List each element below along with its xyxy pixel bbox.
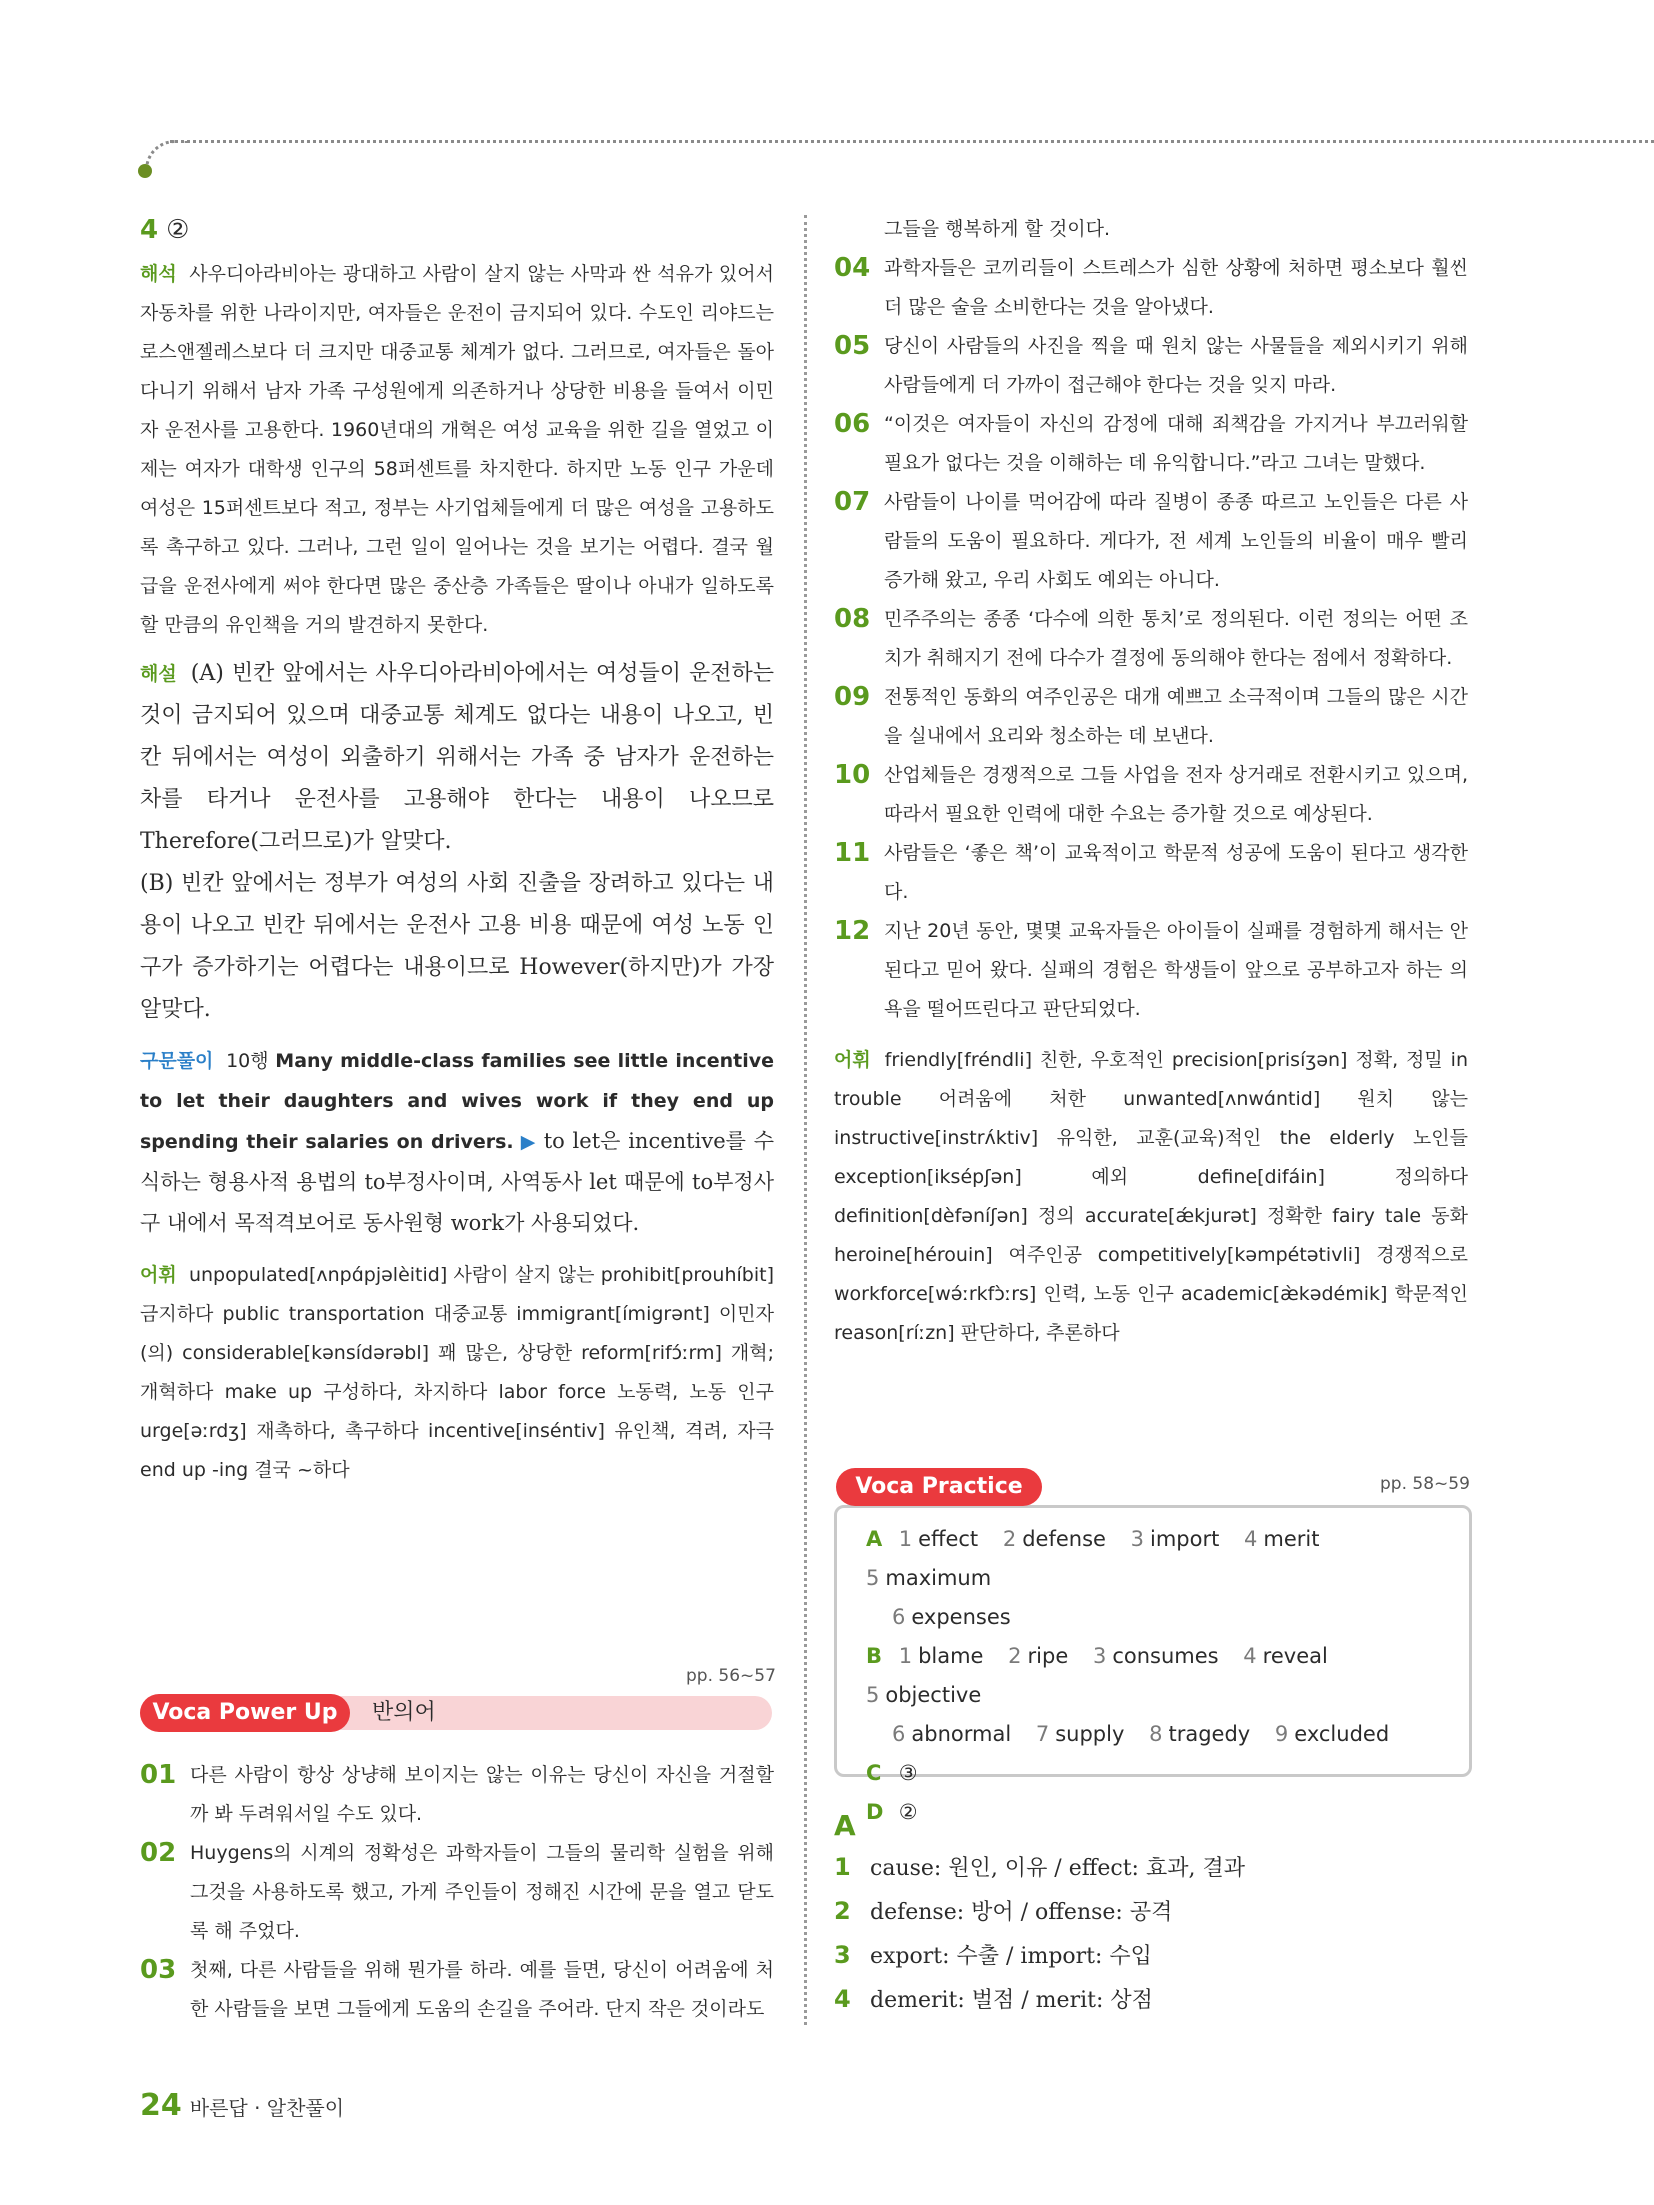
practice-label-d: D [866, 1800, 884, 1824]
list-item [834, 600, 1468, 678]
practice-value-c: ③ [898, 1761, 918, 1785]
item-number: 03 [140, 1955, 177, 1985]
practice-row-a-cont [866, 1598, 1456, 1637]
section-title: 반의어 [372, 1700, 436, 1725]
practice-pages: pp. 58~59 [1380, 1474, 1470, 1494]
practice-label-b: B [866, 1644, 883, 1668]
vocab-text-left: unpopulated[ʌnpɑ́pjəlèitid] 사람이 살지 않는 prohibit[prouhíbit] 금지하다 public transportation 대중교통 immigrant[ímigrənt] 이민자(의) considerable[kənsídərəbl] 꽤 많은, 상당한 reform[rifɔ́ːrm] 개혁; 개혁하다 make up 구성하다, 차지하다 labor force 노동력, 노동 인구 urge[əːrdʒ] 재촉하다, 촉구하다 incentive[inséntiv] 유인책, 격려, 자극 end up -ing 결국 ~하다 [140, 1264, 774, 1481]
list-item [140, 1951, 774, 2029]
syntax-label: 구문풀이 [140, 1050, 214, 1072]
row-number: 1 [834, 1853, 851, 1881]
syntax-note: to let은 incentive를 수식하는 형용사적 용법의 to부정사이며, 사역동사 let 때문에 to부정사구 내에서 목적격보어로 동사원형 work가 사용되었다. [140, 1129, 774, 1235]
item-number: 10 [834, 760, 871, 790]
answer-a-row [834, 1846, 1468, 1890]
item-text: 다른 사람이 항상 상냥해 보이지는 않는 이유는 당신이 자신을 거절할까 봐 두려워서일 수도 있다. [190, 1764, 774, 1825]
practice-value-d: ② [898, 1800, 918, 1824]
explanation-paragraph-b [140, 863, 774, 1031]
item-number: 02 [140, 1838, 177, 1868]
row-text: demerit: 벌점 / merit: 상점 [870, 1988, 1153, 2013]
section-pages: pp. 56~57 [686, 1666, 776, 1686]
item-text: 당신이 사람들의 사진을 찍을 때 원치 않는 사물들을 제외시키기 위해 사람들에게 더 가까이 접근해야 한다는 것을 잊지 마라. [884, 335, 1468, 396]
vocab-label-left: 어휘 [140, 1264, 177, 1286]
left-column [140, 215, 774, 1490]
answer-word: tragedy [1168, 1722, 1251, 1746]
header-dotted-line [170, 140, 1654, 143]
syntax-sentence: Many middle-class families see little incentive to let their daughters and wives work if they end up spending their salaries on drivers. [140, 1050, 774, 1153]
answer-a-section [834, 1806, 1468, 2022]
item-number: 06 [834, 409, 871, 439]
column-divider [804, 215, 807, 2025]
answer-num: 9 [1274, 1722, 1289, 1746]
row-text: defense: 방어 / offense: 공격 [870, 1900, 1173, 1925]
right-column [834, 210, 1468, 1353]
answer-num: 6 [892, 1605, 906, 1629]
explanation-text-a: (A) 빈칸 앞에서는 사우디아라비아에서는 여성들이 운전하는 것이 금지되어 있으며 대중교통 체계도 없다는 내용이 나오고, 빈칸 뒤에서는 여성이 외출하기 위해서는 가족 중 남자가 운전하는 차를 타거나 운전사를 고용해야 한다는 내용이 나오므로 Therefore(그러므로)가 알맞다. [140, 661, 774, 854]
answer-word: import [1150, 1527, 1220, 1551]
answer-num: 5 [866, 1683, 880, 1707]
item-number: 09 [834, 682, 871, 712]
vocab-paragraph-right [834, 1041, 1468, 1353]
list-item [834, 834, 1468, 912]
list-item [834, 483, 1468, 600]
row-number: 3 [834, 1941, 851, 1969]
row-text: export: 수출 / import: 수입 [870, 1944, 1152, 1969]
list-item [140, 1756, 774, 1834]
answer-word: abnormal [911, 1722, 1012, 1746]
item-number: 07 [834, 487, 871, 517]
answer-num: 4 [1243, 1644, 1257, 1668]
practice-row-b-cont [866, 1715, 1456, 1754]
practice-row-c [866, 1754, 1456, 1793]
answer-word: objective [885, 1683, 982, 1707]
answer-heading [140, 215, 774, 245]
answer-num: 1 [898, 1644, 913, 1668]
item-number: 01 [140, 1760, 177, 1790]
list-item [834, 405, 1468, 483]
answer-number: 4 [140, 215, 159, 245]
item-text: 민주주의는 종종 ‘다수에 의한 통치’로 정의된다. 이런 정의는 어떤 조치가 취해지기 전에 다수가 결정에 동의해야 한다는 점에서 정확하다. [884, 608, 1468, 669]
item-text: Huygens의 시계의 정확성은 과학자들이 그들의 물리학 실험을 위해 그것을 사용하도록 했고, 가게 주인들이 정해진 시간에 문을 열고 닫도록 해 주었다. [190, 1842, 774, 1942]
vocab-text-right: friendly[fréndli] 친한, 우호적인 precision[prisíʒən] 정확, 정밀 in trouble 어려움에 처한 unwanted[ʌnwɑ́ntid] 원치 않는 instructive[instrʌ́ktiv] 유익한, 교훈(교육)적인 the elderly 노인들 exception[iksépʃən] 예외 define[difáin] 정의하다 definition[dèfəníʃən] 정의 accurate[ǽkjurət] 정확한 fairy tale 동화 heroine[hérouin] 여주인공 competitively[kəmpétətivli] 경쟁적으로 workforce[wə́ːrkfɔ̀ːrs] 인력, 노동 인구 academic[æ̀kədémik] 학문적인 reason[ríːzn] 판단하다, 추론하다 [834, 1049, 1468, 1344]
left-numbered-list [140, 1756, 774, 2029]
item-text: 사람들은 ‘좋은 책’이 교육적이고 학문적 성공에 도움이 된다고 생각한다. [884, 842, 1468, 903]
answer-word: merit [1263, 1527, 1320, 1551]
answer-word: ripe [1027, 1644, 1069, 1668]
item-number: 12 [834, 916, 871, 946]
list-item [834, 249, 1468, 327]
explanation-label: 해설 [140, 663, 177, 685]
book-title: 바른답 · 알찬풀이 [189, 2096, 345, 2120]
practice-row-a [866, 1520, 1456, 1598]
item-number: 05 [834, 331, 871, 361]
answer-word: expenses [911, 1605, 1011, 1629]
item-number: 08 [834, 604, 871, 634]
answer-num: 5 [866, 1566, 880, 1590]
header-dot [138, 164, 152, 178]
answer-num: 3 [1130, 1527, 1145, 1551]
row-number: 2 [834, 1897, 851, 1925]
explanation-text-b: (B) 빈칸 앞에서는 정부가 여성의 사회 진출을 장려하고 있다는 내용이 나오고 빈칸 뒤에서는 운전사 고용 비용 때문에 여성 노동 인구가 증가하기는 어렵다는 내용이므로 However(하지만)가 가장 알맞다. [140, 871, 774, 1022]
answer-num: 7 [1035, 1722, 1050, 1746]
answer-word: supply [1055, 1722, 1125, 1746]
answer-word: consumes [1112, 1644, 1219, 1668]
voca-power-up-pill: Voca Power Up [140, 1694, 350, 1732]
answer-word: reveal [1262, 1644, 1328, 1668]
page-footer [140, 2088, 344, 2123]
answer-a-row [834, 1978, 1468, 2022]
voca-practice-answers [866, 1520, 1456, 1832]
explanation-paragraph-a [140, 653, 774, 863]
voca-power-up-header [140, 1690, 774, 1730]
vocab-paragraph-left [140, 1256, 774, 1490]
answer-num: 8 [1149, 1722, 1163, 1746]
page-number: 24 [140, 2088, 182, 2123]
answer-word: excluded [1294, 1722, 1390, 1746]
syntax-line: 10행 [226, 1050, 269, 1072]
right-numbered-list [834, 249, 1468, 1029]
item-text: “이것은 여자들이 자신의 감정에 대해 죄책감을 가지거나 부끄러워할 필요가 없다는 것을 이해하는 데 유익합니다.”라고 그녀는 말했다. [884, 413, 1468, 474]
item-text: 산업체들은 경쟁적으로 그들 사업을 전자 상거래로 전환시키고 있으며, 따라서 필요한 인력에 대한 수요는 증가할 것으로 예상된다. [884, 764, 1468, 825]
voca-practice-pill: Voca Practice [836, 1468, 1042, 1506]
list-item [834, 912, 1468, 1029]
item-text: 전통적인 동화의 여주인공은 대개 예쁘고 소극적이며 그들의 많은 시간을 실내에서 요리와 청소하는 데 보낸다. [884, 686, 1468, 747]
practice-label-c: C [866, 1761, 882, 1785]
translation-paragraph [140, 255, 774, 645]
practice-row-b [866, 1637, 1456, 1715]
practice-label-a: A [866, 1527, 883, 1551]
list-item [140, 1834, 774, 1951]
item-text: 첫째, 다른 사람들을 위해 뭔가를 하라. 예를 들면, 당신이 어려움에 처한 사람들을 보면 그들에게 도움의 손길을 주어라. 단지 작은 것이라도 [190, 1959, 774, 2020]
item-text: 지난 20년 동안, 몇몇 교육자들은 아이들이 실패를 경험하게 해서는 안 된다고 믿어 왔다. 실패의 경험은 학생들이 앞으로 공부하고자 하는 의욕을 떨어뜨린다고 판단되었다. [884, 920, 1468, 1020]
answer-word: maximum [885, 1566, 992, 1590]
continuation-text: 그들을 행복하게 할 것이다. [884, 218, 1111, 240]
translation-text: 사우디아라비아는 광대하고 사람이 살지 않는 사막과 싼 석유가 있어서 자동차를 위한 나라이지만, 여자들은 운전이 금지되어 있다. 수도인 리야드는 로스앤젤레스보다 더 크지만 대중교통 체계가 없다. 그러므로, 여자들은 돌아다니기 위해서 남자 가족 구성원에게 의존하거나 상당한 비용을 들여서 이민자 운전사를 고용한다. 1960년대의 개혁은 여성 교육을 위한 길을 열었고 이제는 여자가 대학생 인구의 58퍼센트를 차지한다. 하지만 노동 인구 가운데 여성은 15퍼센트보다 적고, 정부는 사기업체들에게 더 많은 여성을 고용하도록 촉구하고 있다. 그러나, 그런 일이 일어나는 것을 보기는 어렵다. 결국 월급을 운전사에게 써야 한다면 많은 중산층 가족들은 딸이나 아내가 일하도록 할 만큼의 유인책을 거의 발견하지 못한다. [140, 263, 774, 636]
row-number: 4 [834, 1985, 851, 2013]
answer-a-label: A [834, 1809, 856, 1842]
arrow-icon: ▶ [520, 1131, 537, 1153]
answer-num: 4 [1244, 1527, 1258, 1551]
answer-num: 3 [1092, 1644, 1107, 1668]
syntax-paragraph [140, 1041, 774, 1244]
answer-num: 2 [1002, 1527, 1017, 1551]
answer-num: 1 [898, 1527, 913, 1551]
translation-label: 해석 [140, 263, 177, 285]
answer-word: defense [1022, 1527, 1106, 1551]
row-text: cause: 원인, 이유 / effect: 효과, 결과 [870, 1856, 1245, 1881]
answer-word: blame [918, 1644, 984, 1668]
item-text: 사람들이 나이를 먹어감에 따라 질병이 종종 따르고 노인들은 다른 사람들의 도움이 필요하다. 게다가, 전 세계 노인들의 비율이 매우 빨리 증가해 왔고, 우리 사회도 예외는 아니다. [884, 491, 1468, 591]
list-item [834, 756, 1468, 834]
answer-num: 2 [1008, 1644, 1022, 1668]
item-number: 11 [834, 838, 871, 868]
answer-choice: ② [166, 215, 190, 245]
answer-num: 6 [892, 1722, 906, 1746]
answer-word: effect [918, 1527, 979, 1551]
item-number: 04 [834, 253, 871, 283]
list-item [834, 327, 1468, 405]
vocab-label-right: 어휘 [834, 1049, 871, 1071]
answer-a-row [834, 1934, 1468, 1978]
item-text: 과학자들은 코끼리들이 스트레스가 심한 상황에 처하면 평소보다 훨씬 더 많은 술을 소비한다는 것을 알아냈다. [884, 257, 1468, 318]
list-item [834, 678, 1468, 756]
answer-a-row [834, 1890, 1468, 1934]
